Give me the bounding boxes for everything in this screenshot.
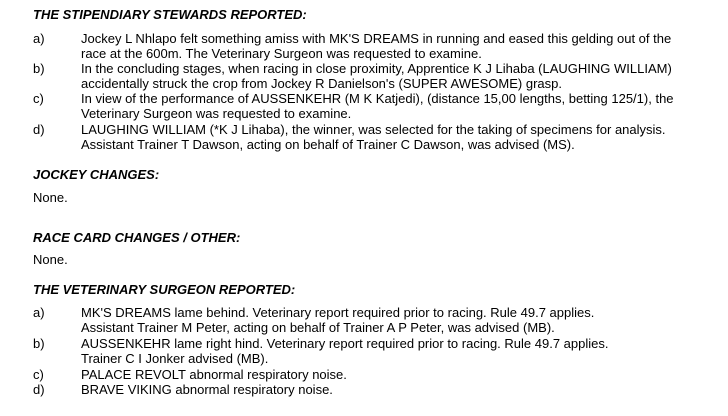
- jockey-changes-value: None.: [33, 190, 68, 205]
- item-line: PALACE REVOLT abnormal respiratory noise.: [81, 367, 347, 382]
- item-text: [81, 305, 721, 335]
- item-line: accidentally struck the crop from Jockey R Danielson's (SUPER AWESOME) grasp.: [81, 76, 562, 91]
- race-card-changes-heading: RACE CARD CHANGES / OTHER:: [33, 230, 241, 245]
- item-line: race at the 600m. The Veterinary Surgeon was requested to examine.: [81, 46, 482, 61]
- item-line: Assistant Trainer T Dawson, acting on behalf of Trainer C Dawson, was advised (MS).: [81, 137, 575, 152]
- item-text: [81, 382, 721, 397]
- item-label: d): [33, 122, 45, 137]
- vet-heading: THE VETERINARY SURGEON REPORTED:: [33, 282, 296, 297]
- item-line: MK'S DREAMS lame behind. Veterinary report required prior to racing. Rule 49.7 applies.: [81, 305, 595, 320]
- item-line: Veterinary Surgeon was requested to examine.: [81, 106, 352, 121]
- item-line: Jockey L Nhlapo felt something amiss with MK'S DREAMS in running and eased this gelding out of the: [81, 31, 672, 46]
- item-label: c): [33, 91, 44, 106]
- item-line: LAUGHING WILLIAM (*K J Lihaba), the winner, was selected for the taking of specimens for analysis.: [81, 122, 666, 137]
- item-line: Assistant Trainer M Peter, acting on behalf of Trainer A P Peter, was advised (MB).: [81, 320, 555, 335]
- item-label: b): [33, 336, 45, 351]
- item-line: AUSSENKEHR lame right hind. Veterinary report required prior to racing. Rule 49.7 applies.: [81, 336, 609, 351]
- stewards-heading: THE STIPENDIARY STEWARDS REPORTED:: [33, 7, 307, 22]
- item-text: [81, 91, 721, 121]
- item-line: In the concluding stages, when racing in close proximity, Apprentice K J Lihaba (LAUGHING WILLIAM): [81, 61, 672, 76]
- item-line: In view of the performance of AUSSENKEHR (M K Katjedi), (distance 15,00 lengths, betting 125/1), the: [81, 91, 674, 106]
- item-line: Trainer C I Jonker advised (MB).: [81, 351, 269, 366]
- item-text: [81, 31, 721, 61]
- item-line: BRAVE VIKING abnormal respiratory noise.: [81, 382, 333, 397]
- item-text: [81, 367, 721, 382]
- jockey-changes-heading: JOCKEY CHANGES:: [33, 167, 160, 182]
- item-label: d): [33, 382, 45, 397]
- item-label: a): [33, 305, 45, 320]
- item-text: [81, 336, 721, 366]
- item-text: [81, 61, 721, 91]
- item-text: [81, 122, 721, 152]
- item-label: c): [33, 367, 44, 382]
- item-label: a): [33, 31, 45, 46]
- item-label: b): [33, 61, 45, 76]
- race-card-changes-value: None.: [33, 252, 68, 267]
